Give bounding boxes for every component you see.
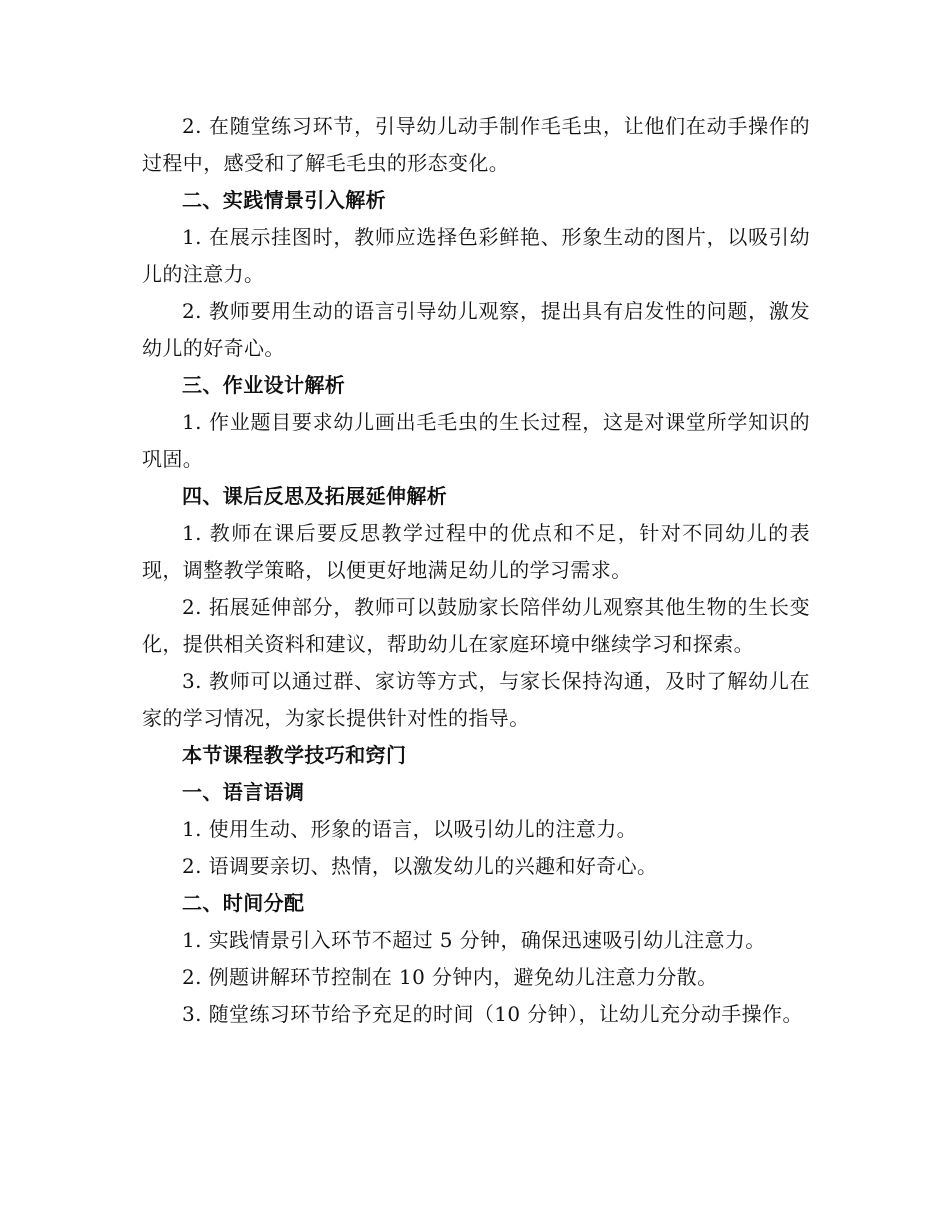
paragraph-wall-chart: 1. 在展示挂图时，教师应选择色彩鲜艳、形象生动的图片，以吸引幼儿的注意力。 [142, 225, 810, 286]
heading-homework-design: 三、作业设计解析 [182, 373, 346, 397]
paragraph-intro-time: 1. 实践情景引入环节不超过 5 分钟，确保迅速吸引幼儿注意力。 [182, 928, 766, 952]
paragraph-vivid-language: 1. 使用生动、形象的语言，以吸引幼儿的注意力。 [182, 817, 638, 841]
paragraph-handcraft: 2. 在随堂练习环节，引导幼儿动手制作毛毛虫，让他们在动手操作的过程中，感受和了解毛毛虫的形态变化。 [142, 114, 810, 175]
heading-language-tone: 一、语言语调 [182, 780, 305, 804]
heading-time-allocation: 二、时间分配 [182, 891, 305, 915]
document-page [142, 108, 810, 1033]
heading-teaching-tips: 本节课程教学技巧和窍门 [182, 743, 407, 767]
paragraph-warm-tone: 2. 语调要亲切、热情，以激发幼儿的兴趣和好奇心。 [182, 854, 658, 878]
paragraph-guide-observe: 2. 教师要用生动的语言引导幼儿观察，提出具有启发性的问题，激发幼儿的好奇心。 [142, 299, 810, 360]
paragraph-parent-communication: 3. 教师可以通过群、家访等方式，与家长保持沟通，及时了解幼儿在家的学习情况，为家长提供针对性的指导。 [142, 669, 810, 730]
heading-reflection-extension: 四、课后反思及拓展延伸解析 [182, 484, 448, 508]
paragraph-homework-drawing: 1. 作业题目要求幼儿画出毛毛虫的生长过程，这是对课堂所学知识的巩固。 [142, 410, 810, 471]
paragraph-example-time: 2. 例题讲解环节控制在 10 分钟内，避免幼儿注意力分散。 [182, 965, 718, 989]
paragraph-extension: 2. 拓展延伸部分，教师可以鼓励家长陪伴幼儿观察其他生物的生长变化，提供相关资料和建议，帮助幼儿在家庭环境中继续学习和探索。 [142, 595, 810, 656]
paragraph-reflection: 1. 教师在课后要反思教学过程中的优点和不足，针对不同幼儿的表现，调整教学策略，以便更好地满足幼儿的学习需求。 [142, 521, 810, 582]
heading-practice-scene: 二、实践情景引入解析 [182, 188, 386, 212]
paragraph-practice-time: 3. 随堂练习环节给予充足的时间（10 分钟），让幼儿充分动手操作。 [182, 1002, 803, 1026]
